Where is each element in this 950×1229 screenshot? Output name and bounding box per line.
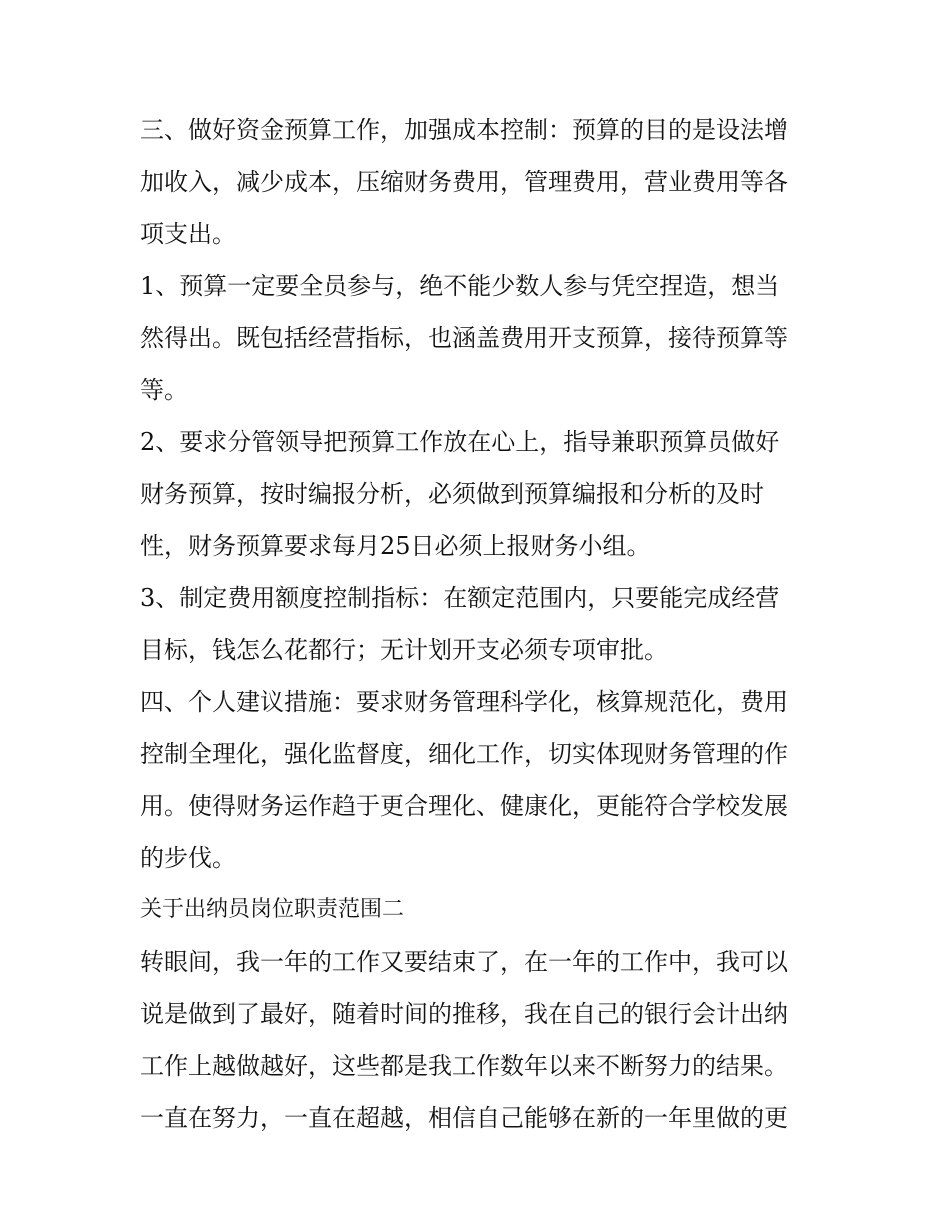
paragraph-line: 控制全理化，强化监督度，细化工作，切实体现财务管理的作 [140,740,788,768]
paragraph-line: 目标，钱怎么花都行；无计划开支必须专项审批。 [140,636,668,664]
paragraph-line: 说是做到了最好，随着时间的推移，我在自己的银行会计出纳 [140,1000,788,1028]
paragraph-line: 四、个人建议措施：要求财务管理科学化，核算规范化，费用 [140,688,788,716]
paragraph-line: 2、要求分管领导把预算工作放在心上，指导兼职预算员做好 [140,428,780,456]
paragraph-line: 用。使得财务运作趋于更合理化、健康化，更能符合学校发展 [140,792,788,820]
section-heading: 关于出纳员岗位职责范围二 [140,897,405,922]
paragraph-line: 的步伐。 [140,844,236,872]
paragraph-line: 项支出。 [140,220,236,248]
paragraph-line: 性，财务预算要求每月25日必须上报财务小组。 [140,532,651,560]
paragraph-line: 工作上越做越好，这些都是我工作数年以来不断努力的结果。 [140,1052,788,1080]
paragraph-line: 一直在努力，一直在超越，相信自己能够在新的一年里做的更 [140,1104,788,1132]
paragraph-line: 转眼间，我一年的工作又要结束了，在一年的工作中，我可以 [140,948,788,976]
paragraph-line: 等。 [140,376,188,404]
paragraph-line: 1、预算一定要全员参与，绝不能少数人参与凭空捏造，想当 [140,272,780,300]
paragraph-line: 财务预算，按时编报分析，必须做到预算编报和分析的及时 [140,480,764,508]
paragraph-line: 然得出。既包括经营指标，也涵盖费用开支预算，接待预算等 [140,324,788,352]
paragraph-line: 三、做好资金预算工作，加强成本控制：预算的目的是设法增 [140,116,788,144]
document-body [140,104,820,1144]
paragraph-line: 加收入，减少成本，压缩财务费用，管理费用，营业费用等各 [140,168,788,196]
paragraph-line: 3、制定费用额度控制指标：在额定范围内，只要能完成经营 [140,584,780,612]
